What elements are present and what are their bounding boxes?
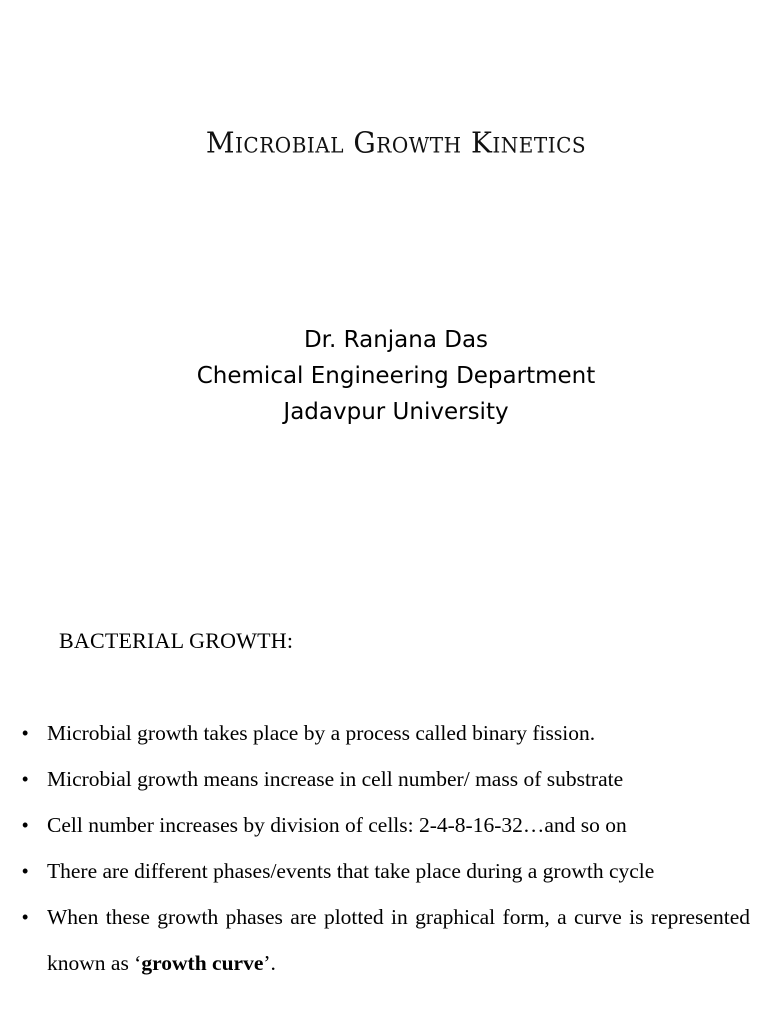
bullet-icon: •: [22, 815, 29, 835]
author-university: Jadavpur University: [283, 399, 509, 425]
bullet-icon: •: [22, 907, 29, 927]
bullet-item: [22, 894, 750, 986]
bullet-text-after: ’.: [263, 951, 276, 975]
bullet-text-before: When these growth phases are plotted in graphical form, a curve is represented known as ‘: [47, 905, 750, 975]
bullet-icon: •: [22, 723, 29, 743]
bullet-emphasis: growth curve: [141, 951, 264, 975]
bullet-item: [22, 756, 750, 802]
bullet-list: [22, 710, 750, 986]
section-heading: BACTERIAL GROWTH:: [59, 628, 294, 653]
bullet-text: Microbial growth takes place by a process called binary fission.: [47, 721, 596, 745]
bullet-icon: •: [22, 861, 29, 881]
content-slide: [0, 580, 768, 1024]
bullet-text: Cell number increases by division of cells: 2-4-8-16-32…and so on: [47, 813, 627, 837]
author-department: Chemical Engineering Department: [196, 363, 596, 389]
author-block: [0, 322, 768, 430]
bullet-text: There are different phases/events that take place during a growth cycle: [47, 859, 655, 883]
bullet-item: [22, 848, 750, 894]
bullet-icon: •: [22, 769, 29, 789]
slide-title: Microbial Growth Kinetics: [205, 125, 587, 160]
bullet-item: [22, 802, 750, 848]
author-name: Dr. Ranjana Das: [303, 327, 489, 353]
bullet-text: Microbial growth means increase in cell number/ mass of substrate: [47, 767, 624, 791]
bullet-item: [22, 710, 750, 756]
